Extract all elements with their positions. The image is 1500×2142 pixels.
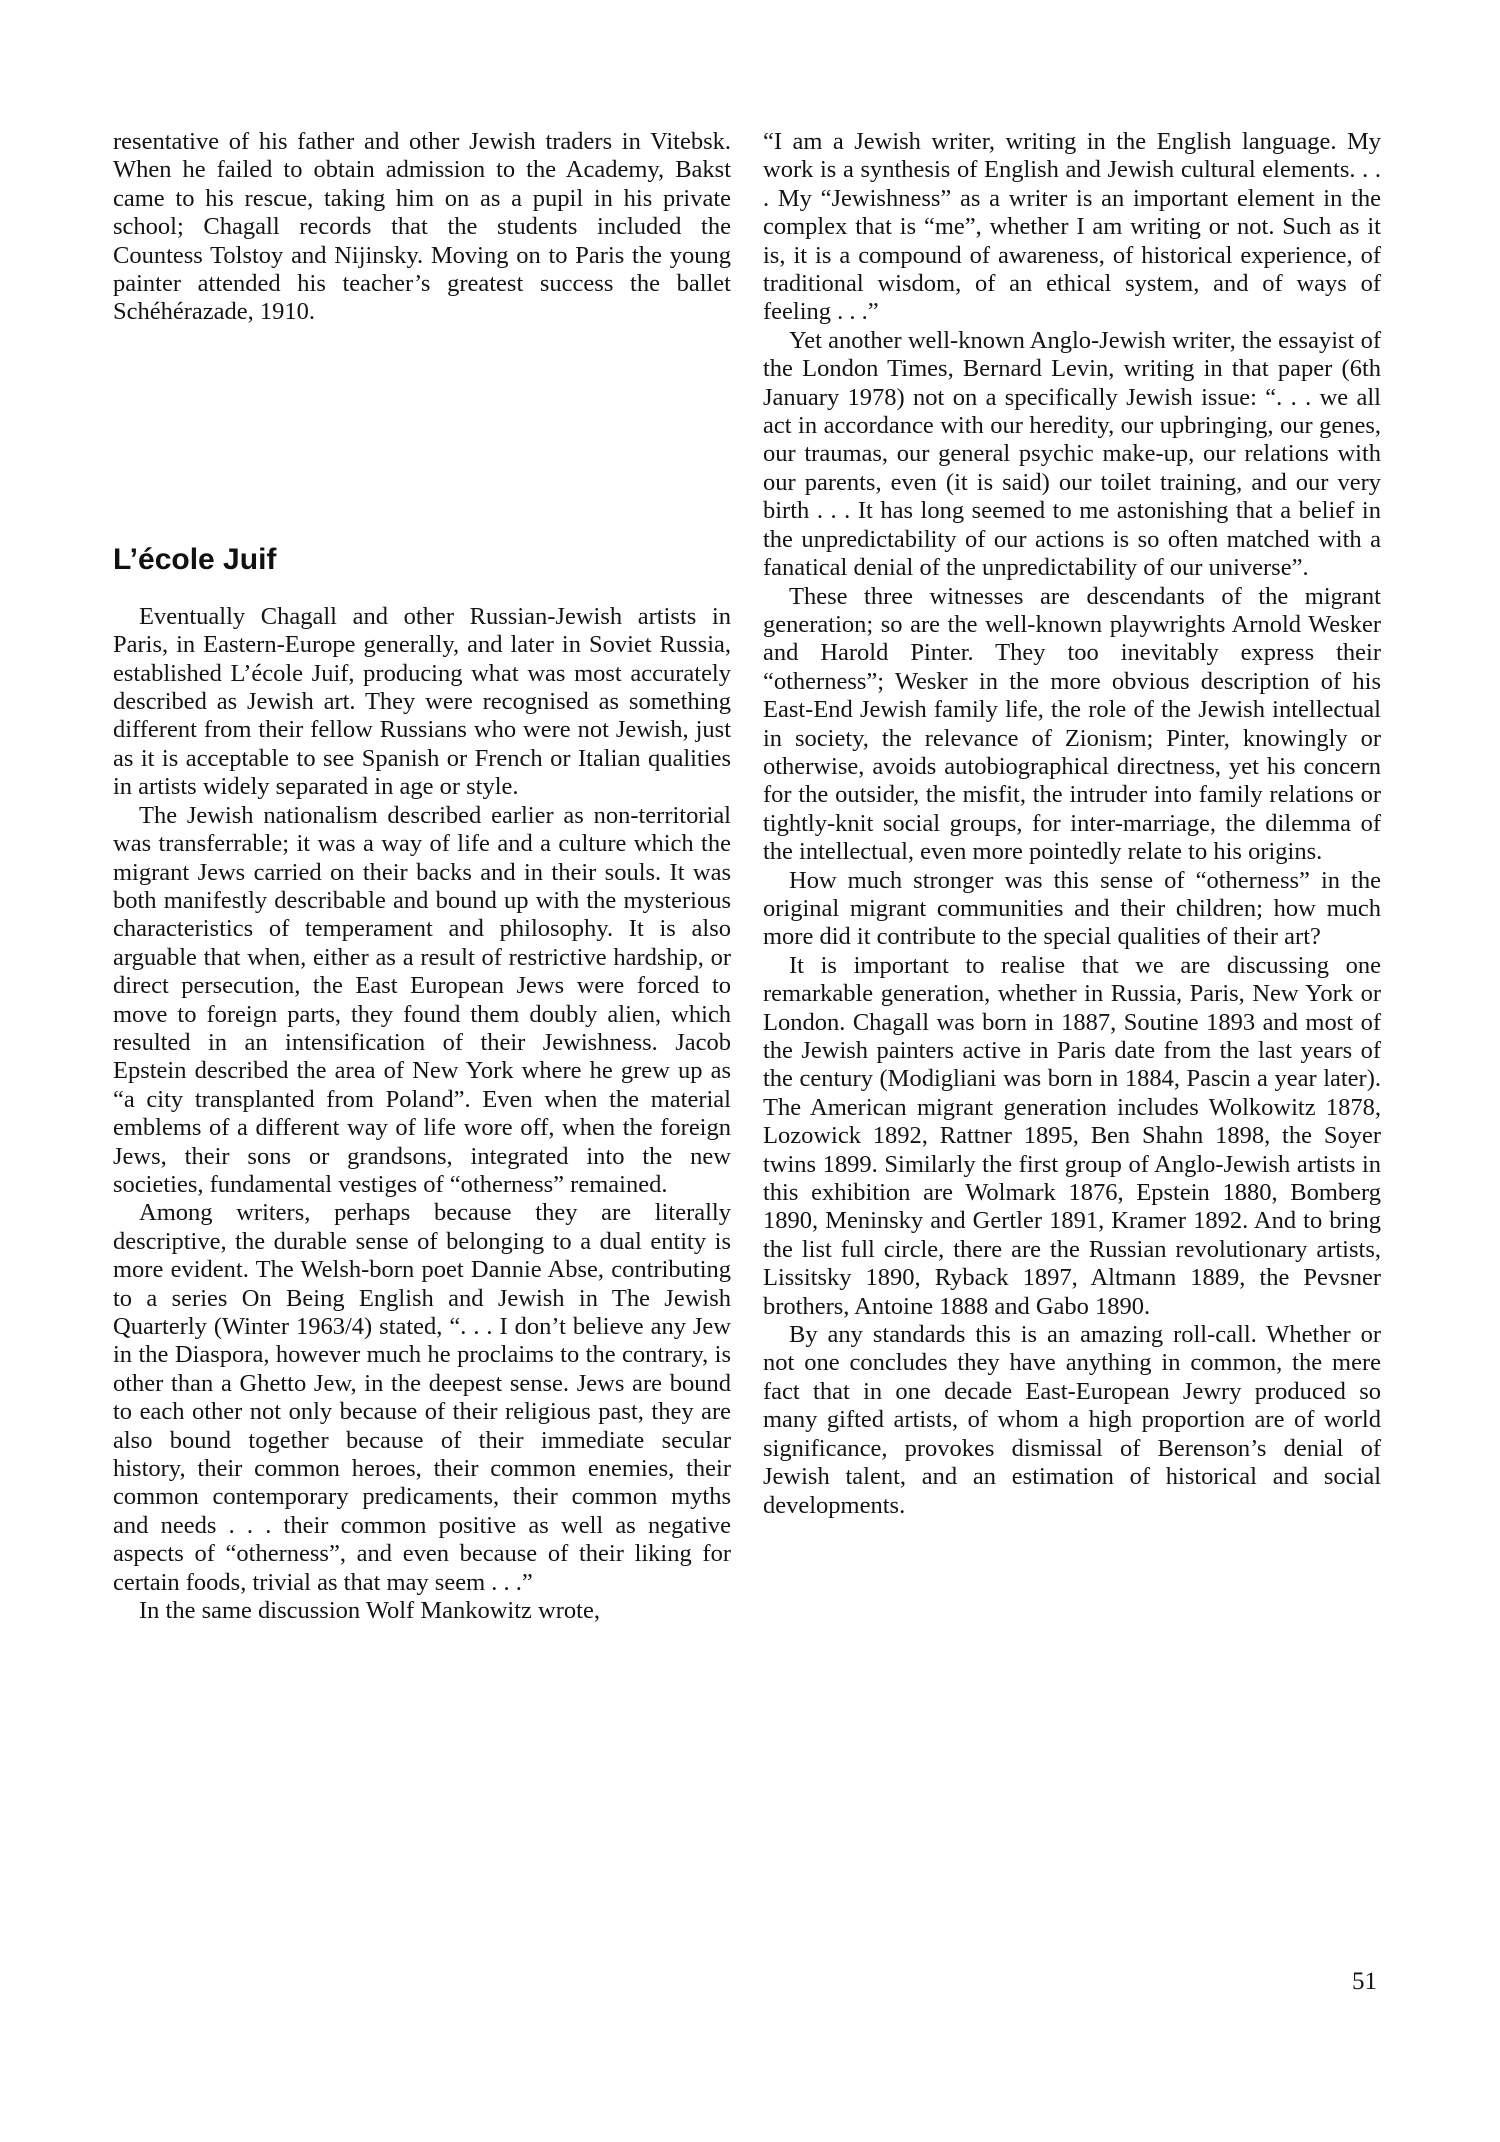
- paragraph: Yet another well-known Anglo-Jewish writer, the essayist of the London Times, Bernard Levin, writing in that paper (6th January 1978) not on a specifically Jewish issue: “. . . we all act in accordance with our heredity, our upbringing, our genes, our traumas, our general psychic make-up, our relations with our parents, even (it is said) our toilet training, and our very birth . . . It has long seemed to me astonishing that a belief in the unpredictability of our actions is so often matched with a fanatical denial of the unpredictability of our universe”.: [763, 326, 1381, 582]
- section-heading: L’école Juif: [113, 542, 277, 576]
- paragraph: It is important to realise that we are discussing one remarkable generation, whether in Russia, Paris, New York or London. Chagall was born in 1887, Soutine 1893 and most of the Jewish painters active in Paris date from the last years of the century (Modigliani was born in 1884, Pascin a year later). The American migrant generation includes Wolkowitz 1878, Lozowick 1892, Rattner 1895, Ben Shahn 1898, the Soyer twins 1899. Similarly the first group of Anglo-Jewish artists in this exhibition are Wolmark 1876, Epstein 1880, Bomberg 1890, Meninsky and Gertler 1891, Kramer 1892. And to bring the list full circle, there are the Russian revolutionary artists, Lissitsky 1890, Ryback 1897, Altmann 1889, the Pevsner brothers, Antoine 1888 and Gabo 1890.: [763, 951, 1381, 1320]
- paragraph: By any standards this is an amazing roll-call. Whether or not one concludes they have anything in common, the mere fact that in one decade East-European Jewry produced so many gifted artists, of whom a high proportion are of world significance, provokes dismissal of Berenson’s denial of Jewish talent, and an estimation of historical and social developments.: [763, 1321, 1381, 1519]
- paragraph: In the same discussion Wolf Mankowitz wrote,: [139, 1597, 600, 1625]
- paragraph: Eventually Chagall and other Russian-Jewish artists in Paris, in Eastern-Europe generally, and later in Soviet Russia, established L’école Juif, producing what was most accurately described as Jewish art. They were recognised as something different from their fellow Russians who were not Jewish, just as it is acceptable to see Spanish or French or Italian qualities in artists widely separated in age or style.: [113, 602, 731, 801]
- page-number: 51: [1352, 1968, 1377, 1995]
- paragraph: These three witnesses are descendants of the migrant generation; so are the well-known playwrights Arnold Wesker and Harold Pinter. They too inevitably express their “otherness”; Wesker in the more obvious description of his East-End Jewish family life, the role of the Jewish intellectual in society, the relevance of Zionism; Pinter, knowingly or otherwise, avoids autobiographical directness, yet his concern for the outsider, the misfit, the intruder into family relations or tightly-knit social groups, for inter-marriage, the dilemma of the intellectual, even more pointedly relate to his origins.: [763, 582, 1381, 866]
- left-column: [113, 128, 731, 1625]
- paragraph: Among writers, perhaps because they are literally descriptive, the durable sense of belonging to a dual entity is more evident. The Welsh-born poet Dannie Abse, contributing to a series On Being English and Jewish in The Jewish Quarterly (Winter 1963/4) stated, “. . . I don’t believe any Jew in the Diaspora, however much he proclaims to the contrary, is other than a Ghetto Jew, in the deepest sense. Jews are bound to each other not only because of their religious past, they are also bound together because of their immediate secular history, their common heroes, their common enemies, their common contemporary predicaments, their common myths and needs . . . their common positive as well as negative aspects of “otherness”, and even because of their liking for certain foods, trivial as that may seem . . .”: [113, 1199, 731, 1596]
- paragraph: How much stronger was this sense of “otherness” in the original migrant communities and their children; how much more did it contribute to the special qualities of their art?: [763, 866, 1381, 951]
- paragraph-quote: “I am a Jewish writer, writing in the English language. My work is a synthesis of English and Jewish cultural elements. . . . My “Jewishness” as a writer is an important element in the complex that is “me”, whether I am writing or not. Such as it is, it is a compound of awareness, of historical experience, of traditional wisdom, of an ethical system, and of ways of feeling . . .”: [763, 128, 1381, 326]
- paragraph: The Jewish nationalism described earlier as non-territorial was transferrable; it was a way of life and a culture which the migrant Jews carried on their backs and in their souls. It was both manifestly describable and bound up with the mysterious characteristics of temperament and philosophy. It is also arguable that when, either as a result of restrictive hardship, or direct persecution, the East European Jews were forced to move to foreign parts, they found them doubly alien, which resulted in an intensification of their Jewishness. Jacob Epstein described the area of New York where he grew up as “a city transplanted from Poland”. Even when the material emblems of a different way of life wore off, when the foreign Jews, their sons or grandsons, integrated into the new societies, fundamental vestiges of “otherness” remained.: [113, 801, 731, 1198]
- right-column: [763, 128, 1381, 1520]
- paragraph-continuation: resentative of his father and other Jewish traders in Vitebsk. When he failed to obtain admission to the Academy, Bakst came to his rescue, taking him on as a pupil in his private school; Chagall records that the students included the Countess Tolstoy and Nijinsky. Moving on to Paris the young painter attended his teacher’s greatest success the ballet Schéhérazade, 1910.: [113, 128, 731, 326]
